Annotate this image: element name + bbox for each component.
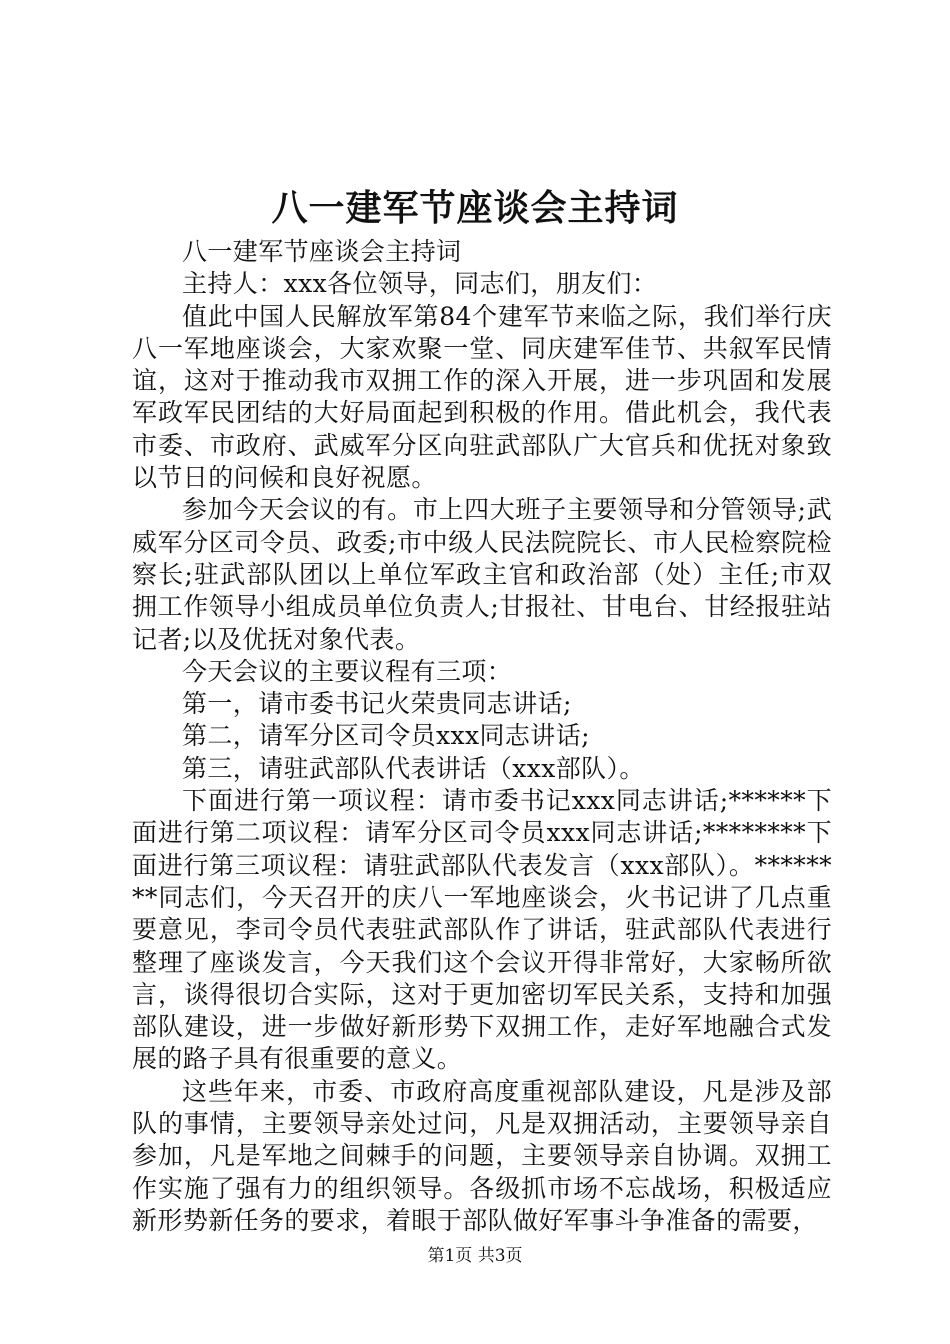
- document-body: [132, 236, 832, 1237]
- paragraph: 第二，请军分区司令员xxx同志讲话;: [182, 721, 590, 751]
- paragraph: 第一，请市委书记火荣贵同志讲话;: [182, 689, 572, 719]
- paragraph: 第三，请驻武部队代表讲话（xxx部队）。: [182, 753, 645, 783]
- paragraph: 下面进行第一项议程：请市委书记xxx同志讲话;******下面进行第二项议程：请军分区司令员xxx同志讲话;********下面进行第三项议程：请驻武部队代表发言（xxx部队）。********同志们，今天召开的庆八一军地座谈会，火书记讲了几点重要意见，李司令员代表驻武部队作了讲话，驻武部队代表进行整理了座谈发言，今天我们这个会议开得非常好，大家畅所欲言，谈得很切合实际，这对于更加密切军民关系，支持和加强部队建设，进一步做好新形势下双拥工作，走好军地融合式发展的路子具有很重要的意义。: [132, 786, 832, 1074]
- paragraph: 今天会议的主要议程有三项：: [182, 656, 513, 686]
- paragraph: 参加今天会议的有。市上四大班子主要领导和分管领导;武威军分区司令员、政委;市中级人民法院院长、市人民检察院检察长;驻武部队团以上单位军政主官和政治部（处）主任;市双拥工作领导小组成员单位负责人;甘报社、甘电台、甘经报驻站记者;以及优抚对象代表。: [132, 495, 832, 654]
- document-title: 八一建军节座谈会主持词: [271, 187, 679, 229]
- paragraph: 这些年来，市委、市政府高度重视部队建设，凡是涉及部队的事情，主要领导亲处过问，凡是双拥活动，主要领导亲自参加，凡是军地之间棘手的问题，主要领导亲自协调。双拥工作实施了强有力的组织领导。各级抓市场不忘战场，积极适应新形势新任务的要求，着眼于部队做好军事斗争准备的需要，: [132, 1076, 832, 1235]
- page-footer: 第1页 共3页: [427, 1246, 523, 1266]
- paragraph: 值此中国人民解放军第84个建军节来临之际，我们举行庆八一军地座谈会，大家欢聚一堂、同庆建军佳节、共叙军民情谊，这对于推动我市双拥工作的深入开展，进一步巩固和发展军政军民团结的大好局面起到积极的作用。借此机会，我代表市委、市政府、武威军分区向驻武部队广大官兵和优抚对象致以节日的问候和良好祝愿。: [132, 301, 832, 493]
- paragraph: 主持人：xxx各位领导，同志们，朋友们：: [182, 269, 658, 299]
- paragraph: 八一建军节座谈会主持词: [182, 237, 462, 266]
